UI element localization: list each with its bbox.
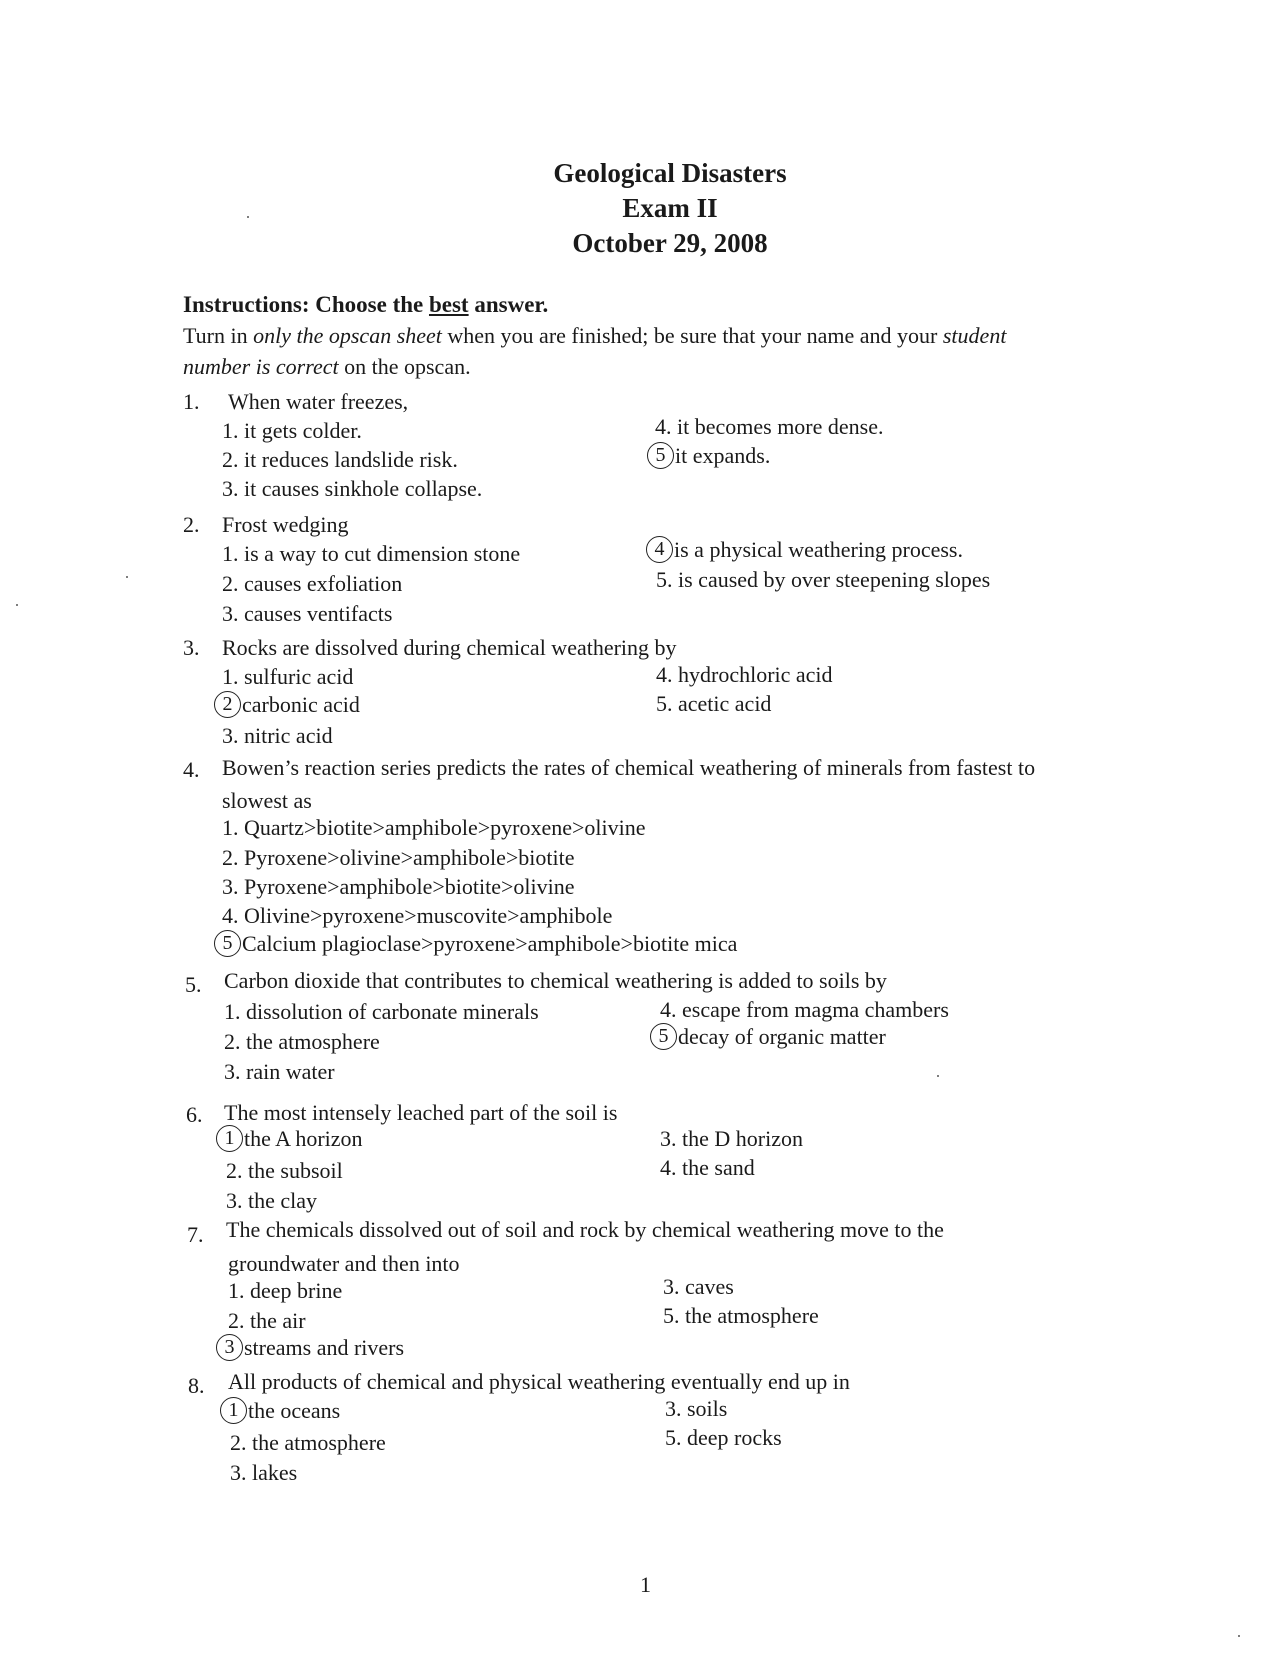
question-stem: When water freezes, xyxy=(228,389,409,414)
option-4: 4. Olivine>pyroxene>muscovite>amphibole xyxy=(222,903,613,928)
question-number: 5. xyxy=(185,972,202,997)
question-number: 1. xyxy=(183,389,200,414)
option-2: 2. causes exfoliation xyxy=(222,571,403,596)
question-stem: Frost wedging xyxy=(222,512,349,537)
circled-answer: 5 xyxy=(650,1023,677,1050)
option-2: 2. the atmosphere xyxy=(230,1430,386,1455)
option-5: 5. deep rocks xyxy=(665,1425,782,1450)
option-4: 4. hydrochloric acid xyxy=(656,662,833,687)
option-5-selected: 5 it expands. xyxy=(647,443,770,471)
circled-answer: 2 xyxy=(214,691,241,718)
option-2: 2. the atmosphere xyxy=(224,1029,380,1054)
option-2: 2. Pyroxene>olivine>amphibole>biotite xyxy=(222,845,575,870)
circled-answer: 1 xyxy=(216,1125,243,1152)
option-5: 5. the atmosphere xyxy=(663,1303,819,1328)
question-number: 7. xyxy=(187,1222,204,1247)
option-4-selected: 4 is a physical weathering process. xyxy=(646,537,963,565)
option-5: 5. acetic acid xyxy=(656,691,772,716)
circled-answer: 1 xyxy=(220,1397,247,1424)
circled-answer: 5 xyxy=(214,930,241,957)
question-number: 6. xyxy=(186,1102,203,1127)
option-3: 3. rain water xyxy=(224,1059,335,1084)
question-stem: Rocks are dissolved during chemical weathering by xyxy=(222,635,677,660)
option-4: 4. it becomes more dense. xyxy=(655,414,884,439)
scan-speck xyxy=(126,576,128,578)
instructions-line-2: number is correct on the opscan. xyxy=(183,354,471,379)
scan-speck xyxy=(247,216,249,218)
option-1: 1. is a way to cut dimension stone xyxy=(222,541,521,566)
exam-date: October 29, 2008 xyxy=(572,228,768,258)
question-stem: The most intensely leached part of the soil is xyxy=(224,1100,618,1125)
option-1: 1. dissolution of carbonate minerals xyxy=(224,999,539,1024)
question-stem: Bowen’s reaction series predicts the rates of chemical weathering of minerals from fastest to xyxy=(222,755,1036,780)
option-4: 3. the D horizon xyxy=(660,1126,803,1151)
option-3: 3. lakes xyxy=(230,1460,298,1485)
question-stem: All products of chemical and physical weathering eventually end up in xyxy=(228,1369,850,1394)
circled-answer: 4 xyxy=(646,536,673,563)
option-3-selected: 3 streams and rivers xyxy=(216,1335,404,1363)
scan-speck xyxy=(937,1075,939,1077)
option-2: 2. it reduces landslide risk. xyxy=(222,447,458,472)
option-1: 1. it gets colder. xyxy=(222,418,362,443)
course-title: Geological Disasters xyxy=(553,158,787,188)
option-5-selected: 5 Calcium plagioclase>pyroxene>amphibole>biotite mica xyxy=(214,931,737,959)
option-4: 3. soils xyxy=(665,1396,728,1421)
option-3: 3. causes ventifacts xyxy=(222,601,393,626)
exam-title: Exam II xyxy=(622,193,718,223)
question-stem-continued: slowest as xyxy=(222,788,312,813)
question-number: 4. xyxy=(183,757,200,782)
option-4: 3. caves xyxy=(663,1274,734,1299)
question-number: 8. xyxy=(188,1373,205,1398)
circled-answer: 3 xyxy=(216,1334,243,1361)
option-5: 5. is caused by over steepening slopes xyxy=(656,567,991,592)
option-4: 4. escape from magma chambers xyxy=(660,997,949,1022)
instructions-heading: Instructions: Choose the best answer. xyxy=(183,292,549,317)
option-3: 3. nitric acid xyxy=(222,723,333,748)
question-stem-continued: groundwater and then into xyxy=(228,1251,460,1276)
question-number: 3. xyxy=(183,635,200,660)
question-number: 2. xyxy=(183,512,200,537)
option-1: 1. sulfuric acid xyxy=(222,664,354,689)
option-5: 4. the sand xyxy=(660,1155,755,1180)
option-1: 1. Quartz>biotite>amphibole>pyroxene>olivine xyxy=(222,815,646,840)
page-number: 1 xyxy=(640,1572,651,1597)
option-5-selected: 5 decay of organic matter xyxy=(650,1024,886,1052)
question-stem: The chemicals dissolved out of soil and rock by chemical weathering move to the xyxy=(226,1217,944,1242)
option-2-selected: 2 carbonic acid xyxy=(214,692,360,720)
instructions-line-1: Turn in only the opscan sheet when you are finished; be sure that your name and your student xyxy=(183,323,1007,348)
scan-speck xyxy=(1238,1635,1240,1637)
question-stem: Carbon dioxide that contributes to chemical weathering is added to soils by xyxy=(224,968,887,993)
circled-answer: 5 xyxy=(647,442,674,469)
scan-speck xyxy=(16,604,18,606)
option-3: 3. it causes sinkhole collapse. xyxy=(222,476,483,501)
option-1-selected: 1 the oceans xyxy=(220,1398,340,1426)
option-2: 2. the air xyxy=(228,1308,306,1333)
option-1: 1. deep brine xyxy=(228,1278,343,1303)
option-2: 2. the subsoil xyxy=(226,1158,343,1183)
option-3: 3. Pyroxene>amphibole>biotite>olivine xyxy=(222,874,575,899)
option-3: 3. the clay xyxy=(226,1188,318,1213)
option-1-selected: 1 the A horizon xyxy=(216,1126,363,1154)
